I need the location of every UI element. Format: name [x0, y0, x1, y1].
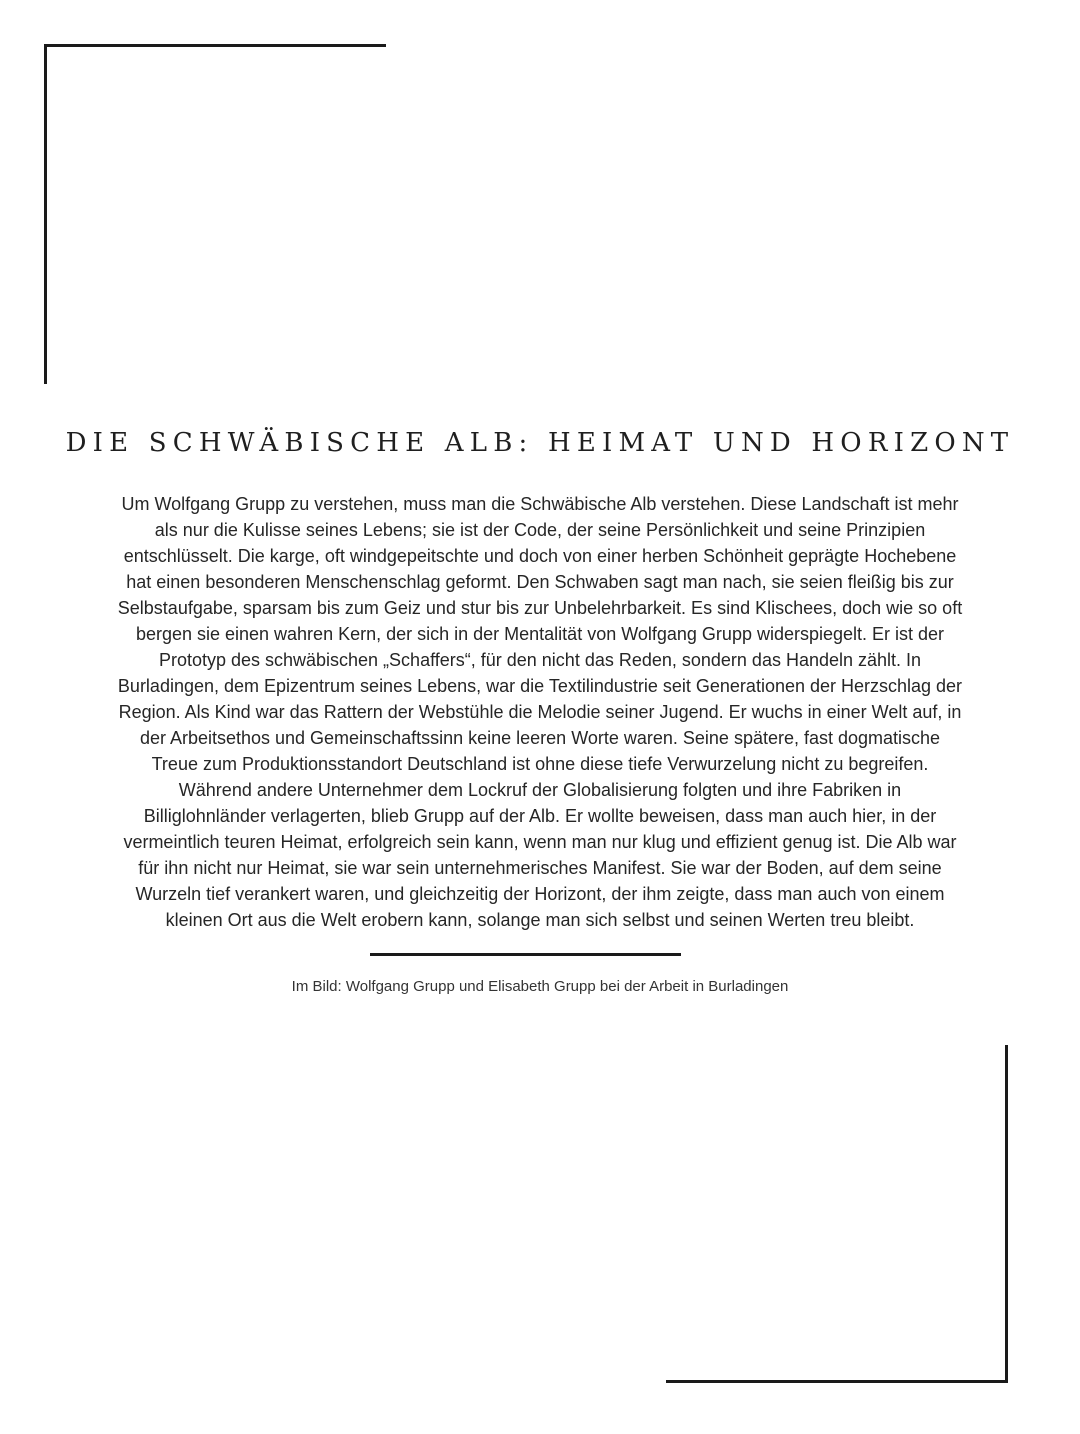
body-line: bergen sie einen wahren Kern, der sich in der Mentalität von Wolfgang Grupp widerspiegelt. Er ist der [135, 624, 945, 644]
body-line: Burladingen, dem Epizentrum seines Lebens, war die Textilindustrie seit Generationen der Herzschlag der [117, 676, 963, 696]
body-line: Treue zum Produktionsstandort Deutschland ist ohne diese tiefe Verwurzelung nicht zu begreifen. [151, 754, 929, 774]
frame-top-left-vertical [44, 44, 47, 384]
image-caption: Im Bild: Wolfgang Grupp und Elisabeth Grupp bei der Arbeit in Burladingen [291, 978, 789, 995]
section-divider [370, 953, 681, 956]
body-line: Selbstaufgabe, sparsam bis zum Geiz und stur bis zur Unbelehrbarkeit. Es sind Klischees, doch wie so oft [117, 598, 963, 618]
body-paragraph [68, 491, 1012, 933]
chapter-heading: DIE SCHWÄBISCHE ALB: HEIMAT UND HORIZONT [65, 428, 1015, 458]
body-line: Um Wolfgang Grupp zu verstehen, muss man die Schwäbische Alb verstehen. Diese Landschaft ist mehr [121, 494, 959, 514]
body-line: hat einen besonderen Menschenschlag geformt. Den Schwaben sagt man nach, sie seien fleißig bis zur [126, 572, 954, 592]
body-line: Wurzeln tief verankert waren, und gleichzeitig der Horizont, der ihm zeigte, dass man auch von einem [135, 884, 945, 904]
frame-top-left-horizontal [44, 44, 386, 47]
body-line: kleinen Ort aus die Welt erobern kann, solange man sich selbst und seinen Werten treu bleibt. [165, 910, 915, 930]
body-line: der Arbeitsethos und Gemeinschaftssinn keine leeren Worte waren. Seine spätere, fast dogmatische [139, 728, 941, 748]
body-line: entschlüsselt. Die karge, oft windgepeitschte und doch von einer herben Schönheit geprägte Hochebene [123, 546, 957, 566]
body-line: als nur die Kulisse seines Lebens; sie ist der Code, der seine Persönlichkeit und seine Prinzipien [154, 520, 926, 540]
body-line: Prototyp des schwäbischen „Schaffers“, für den nicht das Reden, sondern das Handeln zählt. In [158, 650, 922, 670]
body-line: vermeintlich teuren Heimat, erfolgreich sein kann, wenn man nur klug und effizient genug ist. Die Alb war [123, 832, 957, 852]
frame-bottom-right-vertical [1005, 1045, 1008, 1383]
body-line: Region. Als Kind war das Rattern der Webstühle die Melodie seiner Jugend. Er wuchs in einer Welt auf, in [118, 702, 962, 722]
frame-bottom-right-horizontal [666, 1380, 1008, 1383]
body-line: für ihn nicht nur Heimat, sie war sein unternehmerisches Manifest. Sie war der Boden, auf dem seine [138, 858, 942, 878]
body-line: Billiglohnländer verlagerten, blieb Grupp auf der Alb. Er wollte beweisen, dass man auch hier, in der [143, 806, 937, 826]
body-line: Während andere Unternehmer dem Lockruf der Globalisierung folgten und ihre Fabriken in [178, 780, 902, 800]
